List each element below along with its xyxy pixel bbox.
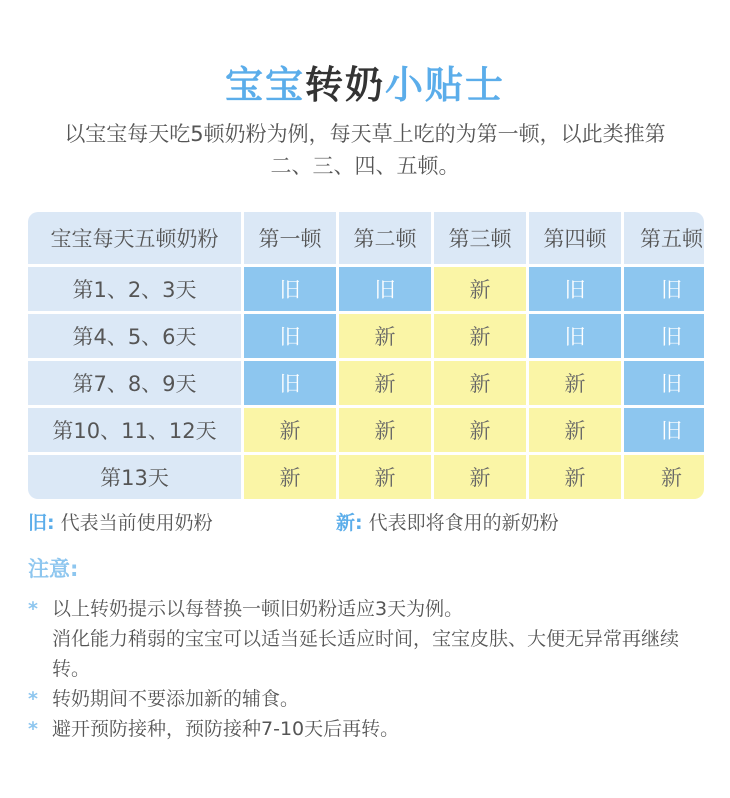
table-cell: 新 bbox=[434, 267, 526, 311]
table-cell: 新 bbox=[529, 361, 621, 405]
intro-text: 以宝宝每天吃5顿奶粉为例，每天草上吃的为第一顿，以此类推第二、三、四、五顿。 bbox=[64, 122, 666, 178]
title-part-3: 小贴士 bbox=[385, 63, 506, 107]
asterisk-icon: * bbox=[28, 688, 38, 710]
table-cell: 旧 bbox=[624, 267, 704, 311]
table-header: 第四顿 bbox=[529, 212, 621, 264]
table-cell: 新 bbox=[434, 455, 526, 499]
row-label: 第4、5、6天 bbox=[28, 314, 241, 358]
table-cell: 旧 bbox=[244, 267, 336, 311]
note-line: 避开预防接种，预防接种7-10天后再转。 bbox=[52, 718, 400, 740]
page-title bbox=[0, 54, 730, 109]
table-cell: 新 bbox=[244, 408, 336, 452]
note-item bbox=[28, 684, 708, 714]
table-header: 第三顿 bbox=[434, 212, 526, 264]
table-cell: 新 bbox=[339, 361, 431, 405]
table-cell: 旧 bbox=[529, 314, 621, 358]
row-label: 第7、8、9天 bbox=[28, 361, 241, 405]
legend-new-key: 新: bbox=[336, 512, 363, 534]
table-cell: 旧 bbox=[339, 267, 431, 311]
notice-title: 注意: bbox=[28, 557, 79, 581]
table-cell: 旧 bbox=[624, 361, 704, 405]
table-cell: 新 bbox=[339, 455, 431, 499]
legend-new-text: 代表即将食用的新奶粉 bbox=[368, 512, 559, 534]
notes-list bbox=[28, 594, 708, 744]
table-cell: 新 bbox=[244, 455, 336, 499]
table-header: 第一顿 bbox=[244, 212, 336, 264]
legend-old-text: 代表当前使用奶粉 bbox=[60, 512, 213, 534]
table-cell: 新 bbox=[434, 361, 526, 405]
legend-old-key: 旧: bbox=[28, 512, 55, 534]
table-cell: 新 bbox=[339, 314, 431, 358]
note-line: 消化能力稍弱的宝宝可以适当延长适应时间，宝宝皮肤、大便无异常再继续转。 bbox=[52, 628, 680, 680]
table-cell: 新 bbox=[339, 408, 431, 452]
title-part-2: 转奶 bbox=[304, 63, 385, 107]
table-cell: 新 bbox=[529, 455, 621, 499]
row-label: 第1、2、3天 bbox=[28, 267, 241, 311]
table-header: 第二顿 bbox=[339, 212, 431, 264]
table-cell: 新 bbox=[529, 408, 621, 452]
table-cell: 旧 bbox=[529, 267, 621, 311]
note-item bbox=[28, 714, 708, 744]
note-line: 转奶期间不要添加新的辅食。 bbox=[52, 688, 300, 710]
row-label: 第13天 bbox=[28, 455, 241, 499]
table-cell: 新 bbox=[434, 408, 526, 452]
legend-old bbox=[28, 508, 213, 535]
legend-new bbox=[336, 508, 559, 535]
table-header: 第五顿 bbox=[624, 212, 704, 264]
table-header: 宝宝每天五顿奶粉 bbox=[28, 212, 241, 264]
note-item bbox=[28, 594, 708, 684]
table-cell: 旧 bbox=[624, 408, 704, 452]
table-cell: 新 bbox=[434, 314, 526, 358]
title-part-1: 宝宝 bbox=[224, 63, 305, 107]
asterisk-icon: * bbox=[28, 718, 38, 740]
asterisk-icon: * bbox=[28, 598, 38, 620]
note-line: 以上转奶提示以每替换一顿旧奶粉适应3天为例。 bbox=[52, 598, 464, 620]
table-cell: 新 bbox=[624, 455, 704, 499]
feeding-schedule-table bbox=[28, 212, 704, 499]
table-cell: 旧 bbox=[624, 314, 704, 358]
table-cell: 旧 bbox=[244, 314, 336, 358]
table-cell: 旧 bbox=[244, 361, 336, 405]
row-label: 第10、11、12天 bbox=[28, 408, 241, 452]
